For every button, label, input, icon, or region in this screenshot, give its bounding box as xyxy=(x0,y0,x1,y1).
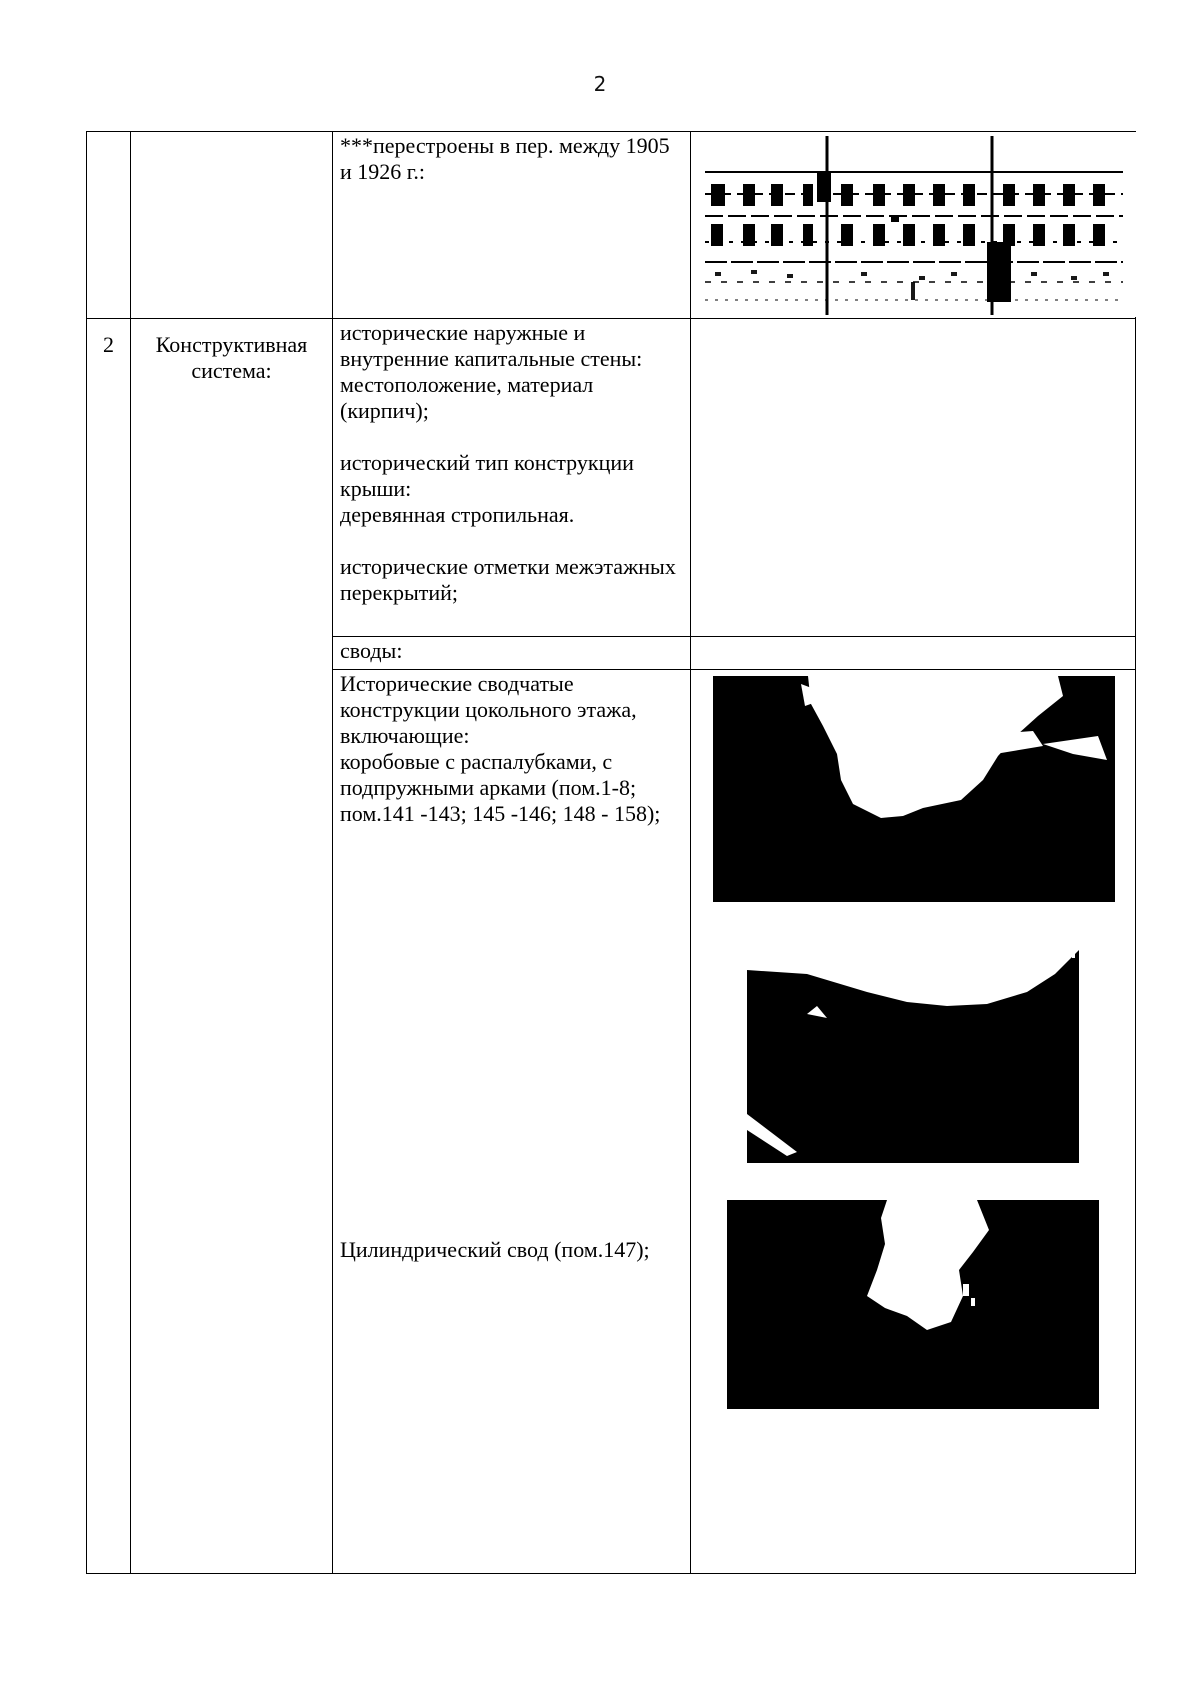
monument-protection-table xyxy=(86,131,1136,1574)
image-cell xyxy=(691,637,1136,670)
description-cell xyxy=(333,132,691,319)
description-cell: своды: xyxy=(333,637,691,670)
rebuilt-note: ***перестроены в пер. между 1905 и 1926 г.: xyxy=(340,133,670,184)
row-number-cell xyxy=(87,132,131,319)
row-number-cell: 2 xyxy=(87,319,131,1574)
vault-photo-3 xyxy=(727,1200,1099,1409)
vault-photo-2 xyxy=(747,934,1079,1163)
description-cell xyxy=(333,670,691,1574)
image-cell xyxy=(691,132,1136,319)
description-cell xyxy=(333,319,691,637)
walls-text: исторические наружные и внутренние капитальные стены: местоположение, материал (кирпич); xyxy=(340,320,643,423)
box-vaults-text: коробовые с распалубками, с подпружными арками (пом.1-8; пом.141 -143; 145 -146; 148 - 158); xyxy=(340,749,661,826)
row-name-cell: Конструктивная система: xyxy=(131,319,333,1574)
image-cell xyxy=(691,670,1136,1574)
floors-text: исторические отметки межэтажных перекрытий; xyxy=(340,554,676,605)
row-name-cell xyxy=(131,132,333,319)
vaults-intro-text: Исторические сводчатые конструкции цокольного этажа, включающие: xyxy=(340,671,637,748)
table-row xyxy=(87,132,1136,319)
image-cell xyxy=(691,319,1136,637)
table-row xyxy=(87,319,1136,637)
page-number: 2 xyxy=(593,72,607,96)
roof-type-text: исторический тип конструкции крыши: xyxy=(340,450,634,501)
vault-photo-1 xyxy=(713,676,1115,902)
roof-material-text: деревянная стропильная. xyxy=(340,502,575,527)
cylindrical-vault-text: Цилиндрический свод (пом.147); xyxy=(340,1237,650,1262)
facade-drawing-image xyxy=(691,132,1136,317)
